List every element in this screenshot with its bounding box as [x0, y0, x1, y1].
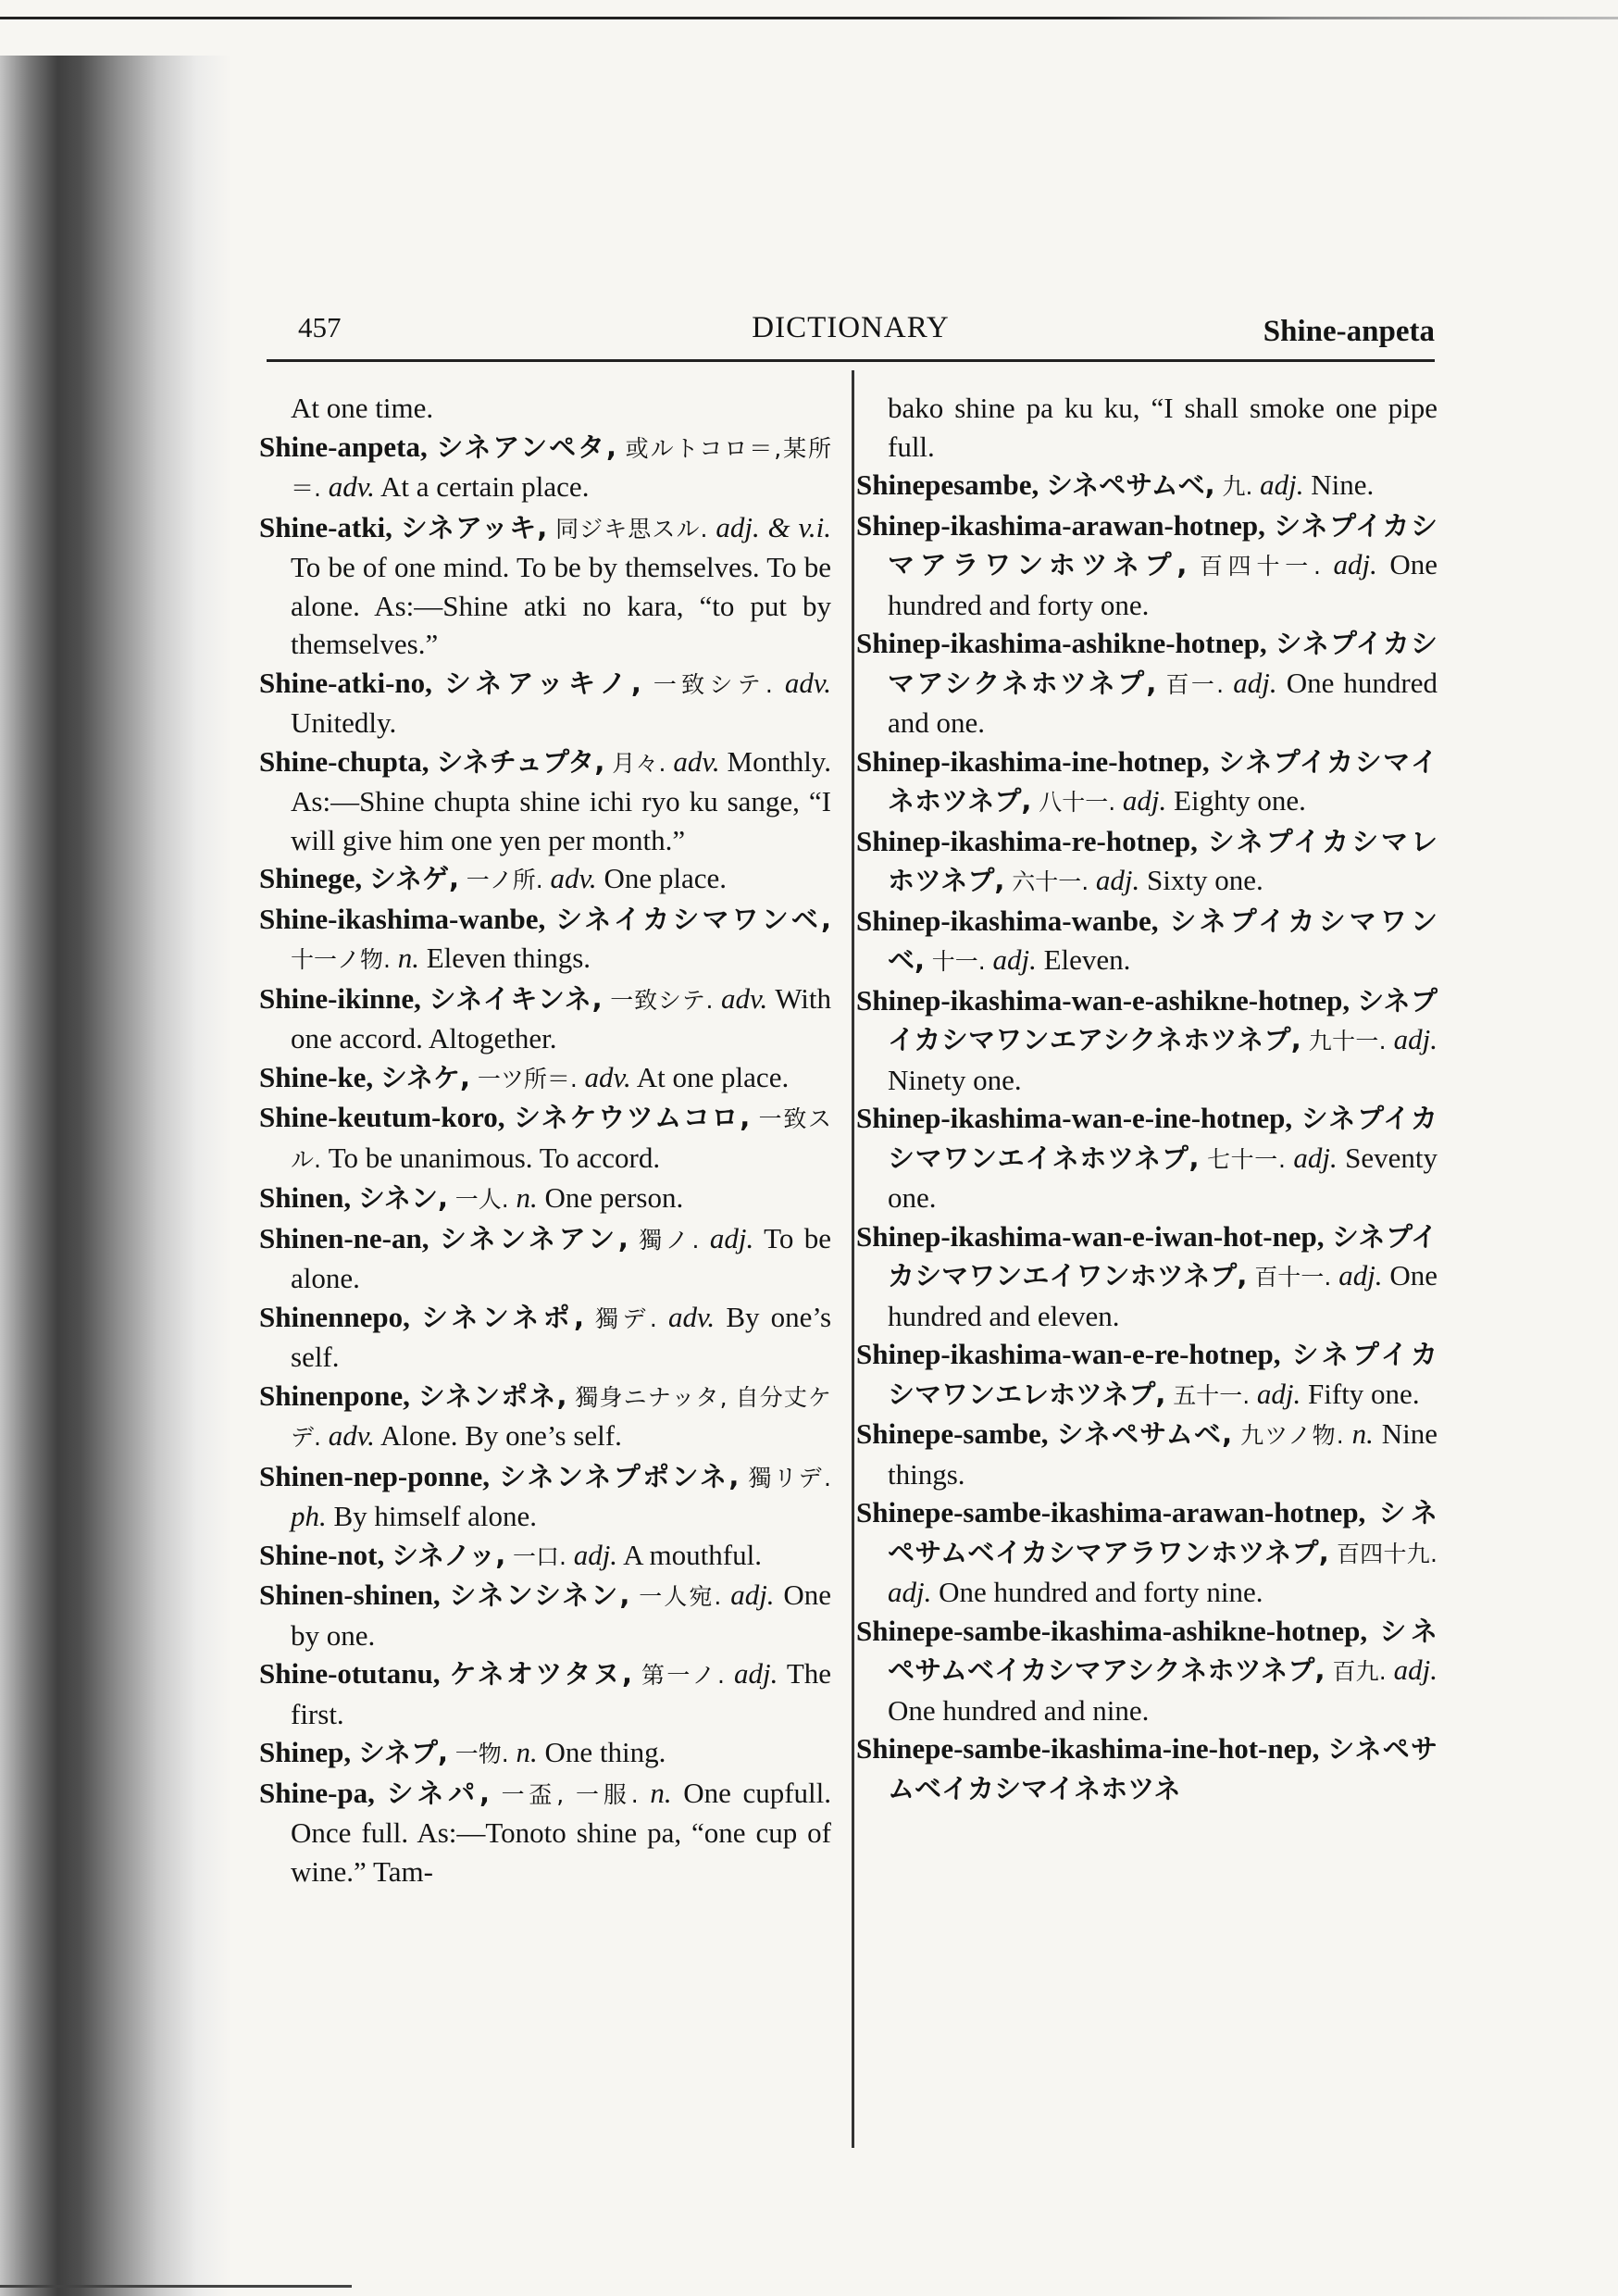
- entry-kanji-gloss: 一ノ所.: [466, 867, 543, 893]
- entry-definition: By himself alone.: [333, 1500, 538, 1532]
- entry-definition: Ninety one.: [888, 1063, 1022, 1096]
- entry-definition: Sixty one.: [1147, 864, 1263, 896]
- entry-katakana: シネアッキ,: [400, 511, 548, 543]
- entry-part-of-speech: n.: [516, 1181, 538, 1214]
- dictionary-entry: [259, 859, 831, 900]
- entry-kanji-gloss: 一物.: [454, 1741, 509, 1767]
- entry-katakana: シネアッキノ,: [443, 667, 641, 699]
- entry-part-of-speech: n.: [1351, 1417, 1374, 1450]
- left-column: [259, 389, 831, 2185]
- dictionary-entry: [856, 506, 1438, 625]
- entry-kanji-gloss: 一致シテ.: [610, 986, 714, 1014]
- entry-headword: Shinenpone,: [259, 1379, 410, 1412]
- entry-katakana: シネンネプポンネ,: [499, 1460, 740, 1492]
- page-number: 457: [298, 311, 342, 343]
- entry-katakana: ケネオツタヌ,: [449, 1658, 632, 1690]
- entry-katakana: シネペサムベイカシマアシクネホツネプ,: [888, 1615, 1438, 1686]
- dictionary-entry: [856, 742, 1438, 822]
- entry-definition: By one’s self.: [291, 1300, 831, 1373]
- entry-part-of-speech: adj.: [1256, 1377, 1301, 1410]
- guide-word: Shine-anpeta: [1263, 315, 1435, 348]
- entry-katakana: シネンシネン,: [449, 1579, 630, 1611]
- entry-definition: Monthly. As:—Shine chupta shine ichi ryo ku sange, “I will give him one yen per month.”: [291, 744, 831, 856]
- dictionary-entry: [259, 389, 831, 428]
- dictionary-entry: [856, 1415, 1438, 1493]
- entry-part-of-speech: adj.: [1393, 1653, 1438, 1686]
- top-edge-rule: [0, 17, 1618, 19]
- entry-headword: Shinege,: [259, 862, 363, 894]
- entry-katakana: シネプイカシマワンエイネホツネプ,: [888, 1103, 1438, 1174]
- entry-kanji-gloss: 月々.: [612, 749, 666, 777]
- entry-kanji-gloss: 百十一.: [1254, 1264, 1332, 1291]
- entry-kanji-gloss: 百四十一.: [1199, 553, 1321, 580]
- dictionary-entry: [856, 1217, 1438, 1336]
- entry-kanji-gloss: 一致スル.: [291, 1105, 831, 1173]
- entry-definition: With one accord. Altogether.: [291, 981, 831, 1054]
- dictionary-entry: [856, 1099, 1438, 1217]
- entry-part-of-speech: adv.: [328, 1419, 375, 1452]
- entry-definition: bako shine pa ku ku, “I shall smoke one pipe full.: [888, 392, 1438, 463]
- entry-definition: To be unanimous. To accord.: [328, 1141, 661, 1174]
- entry-kanji-gloss: 百一.: [1165, 670, 1225, 698]
- entry-kanji-gloss: 百九.: [1332, 1658, 1387, 1685]
- entry-headword: Shine-pa,: [259, 1776, 375, 1809]
- entry-definition: A mouthful.: [623, 1538, 762, 1571]
- entry-kanji-gloss: 獨リデ.: [748, 1464, 831, 1491]
- entry-headword: Shinep-ikashima-arawan-hotnep,: [856, 508, 1265, 542]
- entry-kanji-gloss: 百四十九.: [1336, 1540, 1438, 1567]
- entry-definition: Nine things.: [888, 1417, 1438, 1491]
- entry-headword: Shine-keutum-koro,: [259, 1101, 505, 1133]
- entry-headword: Shine-ke,: [259, 1060, 374, 1093]
- entry-katakana: シネゲ,: [368, 863, 460, 894]
- dictionary-entry: [259, 1654, 831, 1733]
- entry-part-of-speech: adv.: [584, 1060, 631, 1093]
- entry-katakana: シネプイカシマアシクネホツネプ,: [888, 628, 1438, 699]
- entry-kanji-gloss: 八十一.: [1039, 789, 1116, 816]
- dictionary-entry: [259, 1576, 831, 1654]
- entry-part-of-speech: adj.: [1333, 548, 1377, 580]
- entry-katakana: シネプイカシマワンエアシクネホツネプ,: [888, 984, 1438, 1055]
- page-gutter-shadow: [0, 56, 231, 2296]
- entry-kanji-gloss: 十一ノ物.: [291, 946, 391, 973]
- entry-kanji-gloss: 一盃, 一服.: [501, 1780, 639, 1808]
- entry-kanji-gloss: 或ルトコロ＝,某所＝.: [291, 434, 831, 502]
- entry-part-of-speech: ph.: [291, 1500, 327, 1532]
- dictionary-entry: [259, 664, 831, 742]
- entry-definition: The first.: [291, 1657, 831, 1730]
- entry-definition: To be of one mind. To be by themselves. To be alone. As:—Shine atki no kara, “to put by themselves.”: [291, 551, 831, 660]
- entry-headword: Shinepesambe,: [856, 468, 1039, 501]
- dictionary-entry: [259, 742, 831, 860]
- dictionary-entry: [259, 1098, 831, 1179]
- entry-part-of-speech: adj.: [733, 1657, 778, 1690]
- dictionary-entry: [259, 1457, 831, 1536]
- entry-kanji-gloss: 一致シテ.: [653, 670, 773, 698]
- dictionary-entry: [259, 900, 831, 980]
- entry-katakana: シネペサムベ,: [1056, 1418, 1233, 1450]
- entry-headword: Shine-otutanu,: [259, 1657, 441, 1690]
- dictionary-entry: [259, 508, 831, 664]
- entry-headword: Shinen,: [259, 1181, 352, 1214]
- dictionary-entry: [259, 1536, 831, 1577]
- entry-katakana: シネン,: [357, 1182, 448, 1214]
- entry-headword: Shinep-ikashima-wanbe,: [856, 904, 1159, 937]
- entry-katakana: シネプイカシマワンエレホツネプ,: [888, 1339, 1438, 1410]
- entry-part-of-speech: adj.: [1293, 1141, 1338, 1174]
- entry-headword: Shinepe-sambe,: [856, 1417, 1049, 1450]
- entry-katakana: シネプイカシマワンエイワンホツネプ,: [888, 1220, 1438, 1292]
- entry-definition: One hundred and one.: [888, 666, 1438, 739]
- entry-katakana: シネケ,: [380, 1061, 471, 1093]
- entry-part-of-speech: adj.: [992, 943, 1037, 976]
- entry-headword: Shinep-ikashima-ine-hotnep,: [856, 744, 1210, 778]
- entry-headword: Shinepe-sambe-ikashima-arawan-hotnep,: [856, 1496, 1366, 1529]
- dictionary-entry: [259, 1219, 831, 1298]
- dictionary-entry: [259, 1774, 831, 1891]
- entry-definition: Eleven things.: [426, 942, 591, 974]
- entry-headword: Shinennepo,: [259, 1300, 410, 1333]
- entry-kanji-gloss: 第一ノ.: [641, 1662, 725, 1689]
- entry-kanji-gloss: 一ツ所＝.: [477, 1065, 578, 1092]
- entry-part-of-speech: adv.: [721, 981, 768, 1015]
- dictionary-entry: [856, 1612, 1438, 1730]
- entry-definition: One cupfull. Once full. As:—Tonoto shine pa, “one cup of wine.” Tam-: [291, 1776, 831, 1888]
- entry-part-of-speech: adj.: [888, 1576, 932, 1608]
- entry-definition: One place.: [604, 862, 727, 894]
- dictionary-entry: [856, 822, 1438, 902]
- dictionary-entry: [856, 981, 1438, 1100]
- entry-katakana: シネイカシマワンベ,: [555, 903, 831, 935]
- entry-part-of-speech: adv.: [673, 744, 720, 778]
- dictionary-entry: [259, 1058, 831, 1099]
- running-title: DICTIONARY: [752, 311, 950, 344]
- entry-katakana: シネンネアン,: [439, 1222, 629, 1254]
- dictionary-entry: [259, 1733, 831, 1774]
- bottom-edge-rule: [0, 2285, 352, 2288]
- entry-definition: One hundred and eleven.: [888, 1259, 1438, 1332]
- entry-part-of-speech: adv.: [550, 862, 597, 894]
- entry-kanji-gloss: 五十一.: [1173, 1381, 1251, 1409]
- entry-katakana: シネアンペタ,: [436, 430, 616, 463]
- entry-katakana: シネチュプタ,: [436, 745, 605, 778]
- dictionary-entry: [259, 980, 831, 1058]
- entry-kanji-gloss: 獨身ニナッタ, 自分丈ケデ.: [291, 1383, 831, 1451]
- header-rule: [267, 359, 1435, 362]
- entry-katakana: シネンネポ,: [420, 1301, 585, 1333]
- entry-definition: One by one.: [291, 1578, 831, 1652]
- entry-definition: Nine.: [1311, 468, 1375, 501]
- entry-definition: Eleven.: [1043, 943, 1131, 976]
- entry-katakana: シネプイカシマイネホツネプ,: [888, 745, 1438, 817]
- entry-part-of-speech: n.: [397, 942, 419, 974]
- entry-headword: Shinep-ikashima-wan-e-ashikne-hotnep,: [856, 983, 1350, 1017]
- dictionary-entry: [259, 1298, 831, 1377]
- entry-headword: Shine-ikashima-wanbe,: [259, 902, 546, 935]
- entry-katakana: シネプイカシマレホツネプ,: [888, 825, 1438, 896]
- entry-katakana: シネンポネ,: [417, 1379, 567, 1412]
- entry-kanji-gloss: 七十一.: [1206, 1145, 1286, 1173]
- entry-part-of-speech: n.: [516, 1736, 538, 1768]
- entry-part-of-speech: adj.: [1260, 468, 1304, 501]
- entry-part-of-speech: adj.: [1393, 1023, 1438, 1055]
- entry-part-of-speech: adj.: [1233, 666, 1277, 699]
- entry-katakana: シネノッ,: [391, 1539, 506, 1571]
- entry-katakana: シネペサムベイカシマアラワンホツネプ,: [888, 1497, 1438, 1568]
- dictionary-entry: [856, 624, 1438, 742]
- dictionary-entry: [856, 1335, 1438, 1415]
- entry-kanji-gloss: 九ツノ物.: [1240, 1422, 1344, 1449]
- entry-katakana: シネプ,: [357, 1737, 448, 1768]
- dictionary-entry: [856, 389, 1438, 466]
- entry-kanji-gloss: 獨ノ.: [639, 1226, 700, 1254]
- entry-part-of-speech: n.: [650, 1776, 672, 1809]
- entry-definition: One thing.: [544, 1736, 666, 1768]
- entry-kanji-gloss: 獨デ.: [595, 1304, 657, 1332]
- entry-katakana: シネケウツムコロ,: [513, 1102, 751, 1133]
- entry-kanji-gloss: 九十一.: [1308, 1028, 1387, 1054]
- entry-definition: To be alone.: [291, 1221, 831, 1294]
- entry-katakana: シネプイカシマアラワンホツネプ,: [888, 509, 1438, 580]
- entry-part-of-speech: adv.: [328, 470, 375, 503]
- entry-kanji-gloss: 十一.: [931, 948, 986, 975]
- page-header: [267, 306, 1435, 361]
- entry-definition: One hundred and nine.: [888, 1693, 1150, 1727]
- entry-part-of-speech: adj. & v.i.: [716, 510, 831, 543]
- dictionary-entry: [259, 1377, 831, 1457]
- dictionary-entry: [856, 1493, 1438, 1612]
- entry-headword: Shine-atki-no,: [259, 666, 432, 699]
- entry-headword: Shinen-shinen,: [259, 1578, 441, 1611]
- entry-headword: Shinep-ikashima-ashikne-hotnep,: [856, 627, 1267, 659]
- entry-headword: Shine-anpeta,: [259, 430, 428, 463]
- entry-kanji-gloss: 一人.: [454, 1186, 509, 1213]
- dictionary-entry: [856, 1729, 1438, 1808]
- entry-definition: Alone. By one’s self.: [380, 1419, 622, 1452]
- entry-part-of-speech: adv.: [667, 1300, 716, 1333]
- right-column: [856, 389, 1438, 2185]
- entry-definition: At one place.: [636, 1060, 790, 1093]
- entry-headword: Shine-atki,: [259, 510, 392, 543]
- entry-headword: Shinepe-sambe-ikashima-ine-hot-nep,: [856, 1732, 1320, 1765]
- entry-headword: Shinep,: [259, 1736, 352, 1768]
- entry-part-of-speech: adj.: [1095, 864, 1140, 896]
- entry-headword: Shinen-ne-an,: [259, 1221, 429, 1254]
- entry-part-of-speech: adj.: [1122, 784, 1167, 817]
- entry-headword: Shine-ikinne,: [259, 981, 421, 1015]
- entry-definition: One hundred and forty nine.: [939, 1576, 1263, 1608]
- entry-kanji-gloss: 一人宛.: [639, 1583, 722, 1610]
- entry-definition: One person.: [544, 1181, 684, 1214]
- entry-kanji-gloss: 九.: [1222, 473, 1253, 500]
- entry-definition: At one time.: [291, 392, 434, 424]
- entry-katakana: シネイキンネ,: [429, 982, 603, 1015]
- entry-katakana: シネペサムベ,: [1045, 469, 1215, 501]
- entry-headword: Shine-chupta,: [259, 744, 429, 778]
- entry-part-of-speech: adj.: [709, 1221, 754, 1254]
- entry-headword: Shinep-ikashima-wan-e-ine-hotnep,: [856, 1102, 1293, 1134]
- entry-headword: Shinepe-sambe-ikashima-ashikne-hotnep,: [856, 1614, 1368, 1647]
- entry-definition: Unitedly.: [291, 706, 397, 739]
- entry-definition: Seventy one.: [888, 1141, 1438, 1214]
- dictionary-entry: [856, 902, 1438, 981]
- entry-definition: Fifty one.: [1308, 1377, 1420, 1410]
- entry-kanji-gloss: 六十一.: [1012, 868, 1089, 895]
- dictionary-entry: [259, 428, 831, 508]
- entry-headword: Shinen-nep-ponne,: [259, 1459, 490, 1492]
- entry-part-of-speech: adj.: [573, 1538, 618, 1571]
- entry-part-of-speech: adv.: [784, 666, 831, 699]
- entry-definition: Eighty one.: [1174, 784, 1306, 817]
- entry-headword: Shinep-ikashima-wan-e-iwan-hot-nep,: [856, 1219, 1325, 1253]
- dictionary-entry: [856, 466, 1438, 506]
- entry-definition: At a certain place.: [380, 470, 590, 503]
- column-divider: [852, 370, 854, 2148]
- entry-katakana: シネプイカシマワンベ,: [888, 905, 1438, 976]
- entry-headword: Shinep-ikashima-re-hotnep,: [856, 824, 1198, 857]
- entry-katakana: シネパ,: [386, 1777, 490, 1809]
- entry-part-of-speech: adj.: [730, 1578, 775, 1611]
- entry-kanji-gloss: 同ジキ思スル.: [555, 515, 708, 543]
- entry-headword: Shine-not,: [259, 1538, 385, 1571]
- entry-definition: One hundred and forty one.: [888, 548, 1438, 621]
- entry-kanji-gloss: 一口.: [512, 1542, 566, 1570]
- entry-headword: Shinep-ikashima-wan-e-re-hotnep,: [856, 1338, 1281, 1370]
- dictionary-entry: [259, 1179, 831, 1219]
- entry-katakana: シネペサムベイカシマイネホツネ: [888, 1733, 1438, 1804]
- entry-part-of-speech: adj.: [1338, 1259, 1383, 1292]
